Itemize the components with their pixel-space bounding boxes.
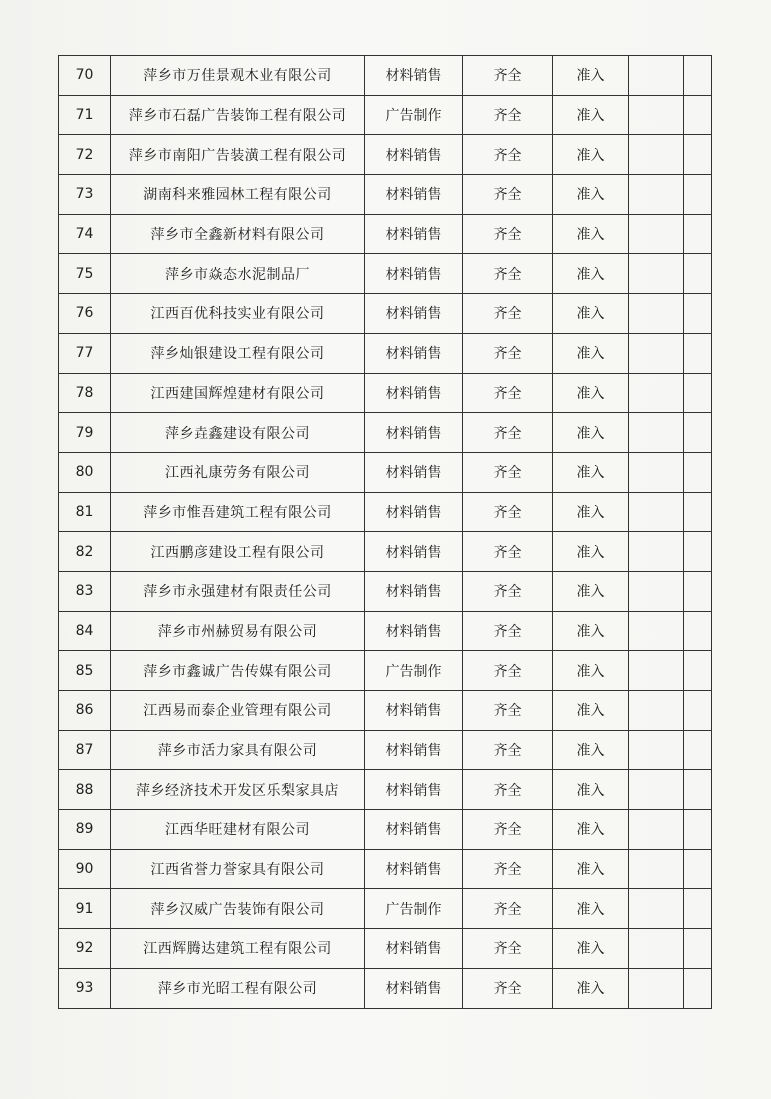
company-name: 萍乡市焱态水泥制品厂 xyxy=(111,254,365,294)
company-name: 萍乡市石磊广告装饰工程有限公司 xyxy=(111,95,365,135)
admission-result: 准入 xyxy=(553,810,629,850)
empty-cell xyxy=(684,691,712,731)
documents-status: 齐全 xyxy=(463,849,553,889)
admission-result: 准入 xyxy=(553,373,629,413)
admission-result: 准入 xyxy=(553,56,629,96)
business-type: 材料销售 xyxy=(365,770,463,810)
empty-cell xyxy=(684,532,712,572)
documents-status: 齐全 xyxy=(463,214,553,254)
documents-status: 齐全 xyxy=(463,691,553,731)
admission-result: 准入 xyxy=(553,691,629,731)
empty-cell xyxy=(629,333,684,373)
row-number: 93 xyxy=(59,968,111,1008)
row-number: 86 xyxy=(59,691,111,731)
admission-result: 准入 xyxy=(553,968,629,1008)
company-name: 萍乡市光昭工程有限公司 xyxy=(111,968,365,1008)
company-name: 江西鹏彦建设工程有限公司 xyxy=(111,532,365,572)
admission-result: 准入 xyxy=(553,651,629,691)
admission-result: 准入 xyxy=(553,611,629,651)
company-name: 江西百优科技实业有限公司 xyxy=(111,294,365,334)
empty-cell xyxy=(684,373,712,413)
business-type: 材料销售 xyxy=(365,492,463,532)
row-number: 89 xyxy=(59,810,111,850)
business-type: 材料销售 xyxy=(365,175,463,215)
empty-cell xyxy=(629,730,684,770)
row-number: 77 xyxy=(59,333,111,373)
empty-cell xyxy=(629,135,684,175)
row-number: 92 xyxy=(59,929,111,969)
admission-result: 准入 xyxy=(553,532,629,572)
admission-result: 准入 xyxy=(553,95,629,135)
empty-cell xyxy=(684,968,712,1008)
company-name: 江西易而泰企业管理有限公司 xyxy=(111,691,365,731)
table-row xyxy=(59,929,712,969)
admission-result: 准入 xyxy=(553,175,629,215)
empty-cell xyxy=(684,889,712,929)
empty-cell xyxy=(629,214,684,254)
business-type: 材料销售 xyxy=(365,56,463,96)
company-name: 萍乡市万佳景观木业有限公司 xyxy=(111,56,365,96)
admission-result: 准入 xyxy=(553,571,629,611)
documents-status: 齐全 xyxy=(463,571,553,611)
table-row xyxy=(59,849,712,889)
table-row xyxy=(59,968,712,1008)
documents-status: 齐全 xyxy=(463,611,553,651)
empty-cell xyxy=(629,492,684,532)
table-row xyxy=(59,135,712,175)
row-number: 79 xyxy=(59,413,111,453)
empty-cell xyxy=(629,413,684,453)
row-number: 74 xyxy=(59,214,111,254)
admission-result: 准入 xyxy=(553,889,629,929)
empty-cell xyxy=(684,56,712,96)
documents-status: 齐全 xyxy=(463,651,553,691)
table-row xyxy=(59,413,712,453)
empty-cell xyxy=(629,95,684,135)
table-row xyxy=(59,651,712,691)
empty-cell xyxy=(629,651,684,691)
empty-cell xyxy=(684,810,712,850)
table-row xyxy=(59,294,712,334)
business-type: 材料销售 xyxy=(365,929,463,969)
documents-status: 齐全 xyxy=(463,56,553,96)
row-number: 72 xyxy=(59,135,111,175)
row-number: 81 xyxy=(59,492,111,532)
business-type: 材料销售 xyxy=(365,135,463,175)
empty-cell xyxy=(629,889,684,929)
documents-status: 齐全 xyxy=(463,532,553,572)
documents-status: 齐全 xyxy=(463,413,553,453)
table-row xyxy=(59,770,712,810)
admission-result: 准入 xyxy=(553,214,629,254)
table-row xyxy=(59,254,712,294)
company-name: 萍乡垚鑫建设有限公司 xyxy=(111,413,365,453)
company-name: 萍乡经济技术开发区乐梨家具店 xyxy=(111,770,365,810)
admission-result: 准入 xyxy=(553,333,629,373)
company-name: 江西省誉力誉家具有限公司 xyxy=(111,849,365,889)
row-number: 73 xyxy=(59,175,111,215)
empty-cell xyxy=(684,333,712,373)
documents-status: 齐全 xyxy=(463,770,553,810)
row-number: 70 xyxy=(59,56,111,96)
admission-result: 准入 xyxy=(553,730,629,770)
documents-status: 齐全 xyxy=(463,929,553,969)
business-type: 材料销售 xyxy=(365,452,463,492)
table-row xyxy=(59,373,712,413)
empty-cell xyxy=(629,254,684,294)
empty-cell xyxy=(629,532,684,572)
admission-result: 准入 xyxy=(553,770,629,810)
row-number: 75 xyxy=(59,254,111,294)
company-name: 萍乡市鑫诚广告传媒有限公司 xyxy=(111,651,365,691)
company-name: 江西华旺建材有限公司 xyxy=(111,810,365,850)
business-type: 材料销售 xyxy=(365,333,463,373)
vendor-admission-table xyxy=(58,55,712,1009)
company-name: 萍乡市活力家具有限公司 xyxy=(111,730,365,770)
empty-cell xyxy=(684,254,712,294)
empty-cell xyxy=(629,810,684,850)
business-type: 材料销售 xyxy=(365,691,463,731)
table-row xyxy=(59,492,712,532)
company-name: 萍乡灿银建设工程有限公司 xyxy=(111,333,365,373)
empty-cell xyxy=(684,452,712,492)
row-number: 71 xyxy=(59,95,111,135)
business-type: 广告制作 xyxy=(365,95,463,135)
empty-cell xyxy=(684,611,712,651)
documents-status: 齐全 xyxy=(463,810,553,850)
admission-result: 准入 xyxy=(553,254,629,294)
empty-cell xyxy=(629,175,684,215)
empty-cell xyxy=(684,95,712,135)
business-type: 材料销售 xyxy=(365,571,463,611)
row-number: 87 xyxy=(59,730,111,770)
business-type: 材料销售 xyxy=(365,373,463,413)
empty-cell xyxy=(629,849,684,889)
empty-cell xyxy=(629,452,684,492)
table-row xyxy=(59,56,712,96)
table-row xyxy=(59,452,712,492)
company-name: 江西辉腾达建筑工程有限公司 xyxy=(111,929,365,969)
documents-status: 齐全 xyxy=(463,294,553,334)
admission-result: 准入 xyxy=(553,929,629,969)
company-name: 萍乡市南阳广告装潢工程有限公司 xyxy=(111,135,365,175)
documents-status: 齐全 xyxy=(463,333,553,373)
empty-cell xyxy=(684,849,712,889)
documents-status: 齐全 xyxy=(463,135,553,175)
business-type: 材料销售 xyxy=(365,849,463,889)
row-number: 91 xyxy=(59,889,111,929)
empty-cell xyxy=(684,135,712,175)
business-type: 材料销售 xyxy=(365,968,463,1008)
row-number: 82 xyxy=(59,532,111,572)
empty-cell xyxy=(684,214,712,254)
business-type: 材料销售 xyxy=(365,294,463,334)
admission-result: 准入 xyxy=(553,294,629,334)
company-name: 江西礼康劳务有限公司 xyxy=(111,452,365,492)
table-row xyxy=(59,810,712,850)
business-type: 广告制作 xyxy=(365,889,463,929)
row-number: 90 xyxy=(59,849,111,889)
business-type: 材料销售 xyxy=(365,532,463,572)
empty-cell xyxy=(629,56,684,96)
table-row xyxy=(59,214,712,254)
admission-result: 准入 xyxy=(553,135,629,175)
table-row xyxy=(59,730,712,770)
row-number: 88 xyxy=(59,770,111,810)
business-type: 广告制作 xyxy=(365,651,463,691)
row-number: 78 xyxy=(59,373,111,413)
company-name: 湖南科来雅园林工程有限公司 xyxy=(111,175,365,215)
row-number: 83 xyxy=(59,571,111,611)
empty-cell xyxy=(629,770,684,810)
table-row xyxy=(59,611,712,651)
empty-cell xyxy=(684,175,712,215)
documents-status: 齐全 xyxy=(463,373,553,413)
business-type: 材料销售 xyxy=(365,254,463,294)
empty-cell xyxy=(629,691,684,731)
empty-cell xyxy=(684,294,712,334)
empty-cell xyxy=(629,611,684,651)
table-body xyxy=(59,56,712,1009)
business-type: 材料销售 xyxy=(365,611,463,651)
table-row xyxy=(59,691,712,731)
documents-status: 齐全 xyxy=(463,452,553,492)
admission-result: 准入 xyxy=(553,413,629,453)
empty-cell xyxy=(684,929,712,969)
empty-cell xyxy=(629,571,684,611)
empty-cell xyxy=(629,294,684,334)
company-name: 萍乡市永强建材有限责任公司 xyxy=(111,571,365,611)
table-row xyxy=(59,571,712,611)
documents-status: 齐全 xyxy=(463,730,553,770)
business-type: 材料销售 xyxy=(365,214,463,254)
empty-cell xyxy=(684,413,712,453)
row-number: 85 xyxy=(59,651,111,691)
company-name: 萍乡市州赫贸易有限公司 xyxy=(111,611,365,651)
admission-result: 准入 xyxy=(553,452,629,492)
company-name: 萍乡市全鑫新材料有限公司 xyxy=(111,214,365,254)
empty-cell xyxy=(629,373,684,413)
empty-cell xyxy=(684,571,712,611)
business-type: 材料销售 xyxy=(365,810,463,850)
company-name: 江西建国辉煌建材有限公司 xyxy=(111,373,365,413)
company-name: 萍乡市惟吾建筑工程有限公司 xyxy=(111,492,365,532)
table-row xyxy=(59,175,712,215)
table-row xyxy=(59,532,712,572)
empty-cell xyxy=(684,651,712,691)
table-row xyxy=(59,333,712,373)
empty-cell xyxy=(684,770,712,810)
admission-result: 准入 xyxy=(553,849,629,889)
table-row xyxy=(59,95,712,135)
documents-status: 齐全 xyxy=(463,492,553,532)
row-number: 76 xyxy=(59,294,111,334)
row-number: 84 xyxy=(59,611,111,651)
documents-status: 齐全 xyxy=(463,254,553,294)
documents-status: 齐全 xyxy=(463,95,553,135)
documents-status: 齐全 xyxy=(463,968,553,1008)
empty-cell xyxy=(629,929,684,969)
row-number: 80 xyxy=(59,452,111,492)
documents-status: 齐全 xyxy=(463,889,553,929)
empty-cell xyxy=(684,730,712,770)
documents-status: 齐全 xyxy=(463,175,553,215)
business-type: 材料销售 xyxy=(365,413,463,453)
table-row xyxy=(59,889,712,929)
company-name: 萍乡汉威广告装饰有限公司 xyxy=(111,889,365,929)
business-type: 材料销售 xyxy=(365,730,463,770)
admission-result: 准入 xyxy=(553,492,629,532)
empty-cell xyxy=(629,968,684,1008)
empty-cell xyxy=(684,492,712,532)
